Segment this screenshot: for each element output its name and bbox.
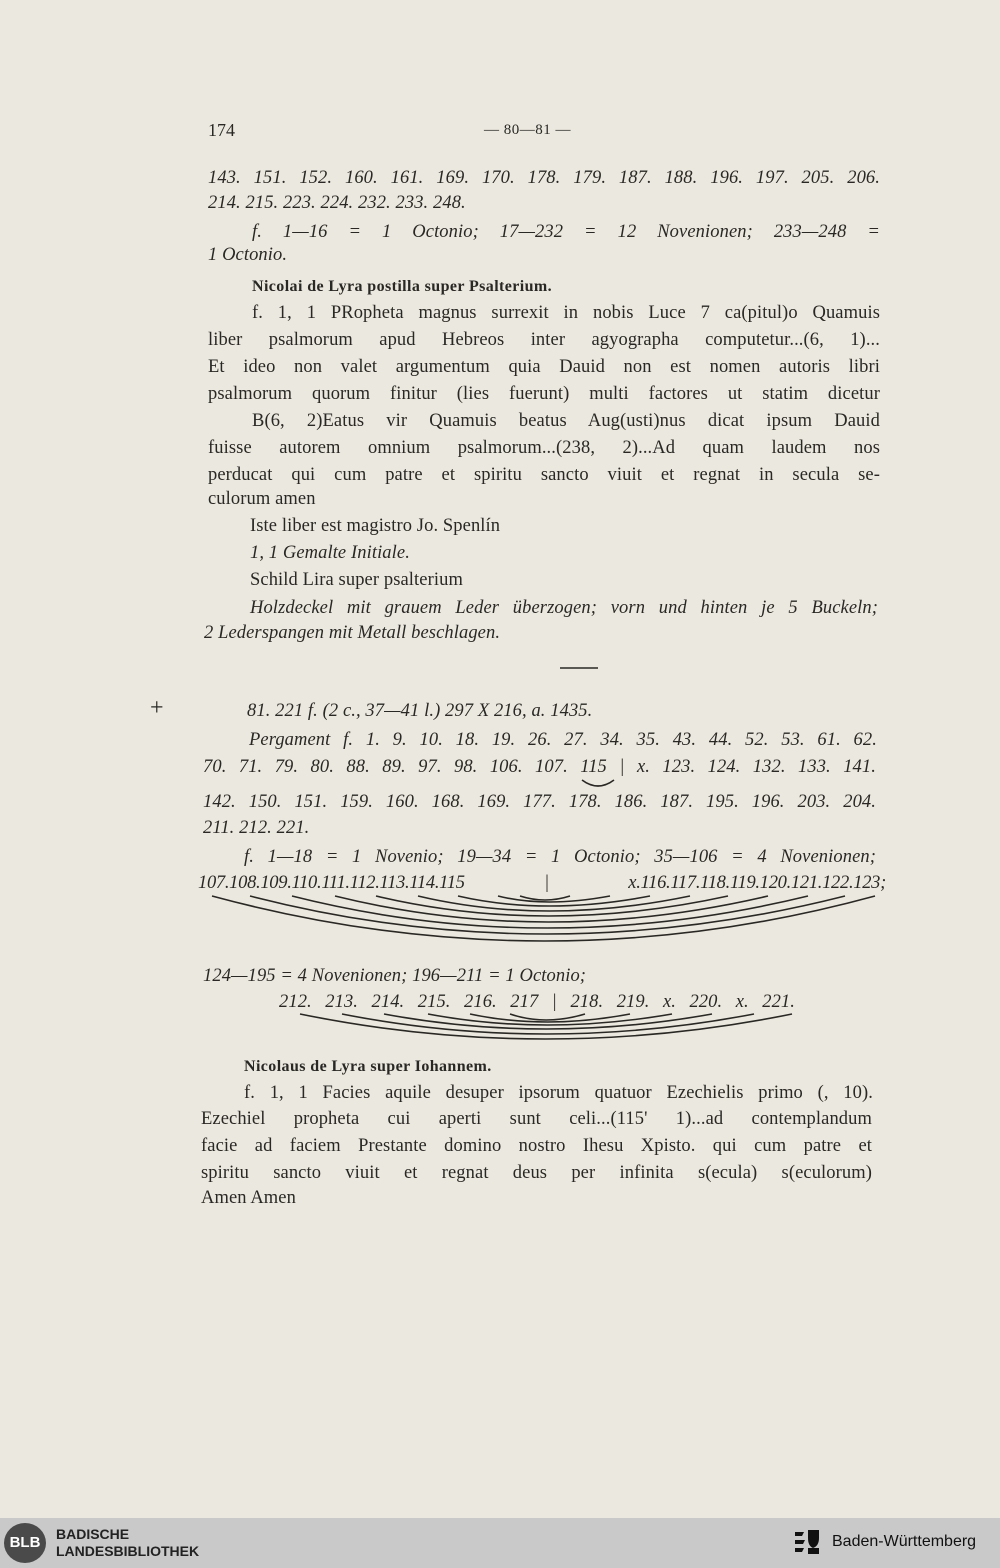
text-line: Schild Lira super psalterium (250, 570, 463, 590)
arc-inner (520, 896, 570, 900)
arc-7 (458, 896, 650, 906)
side-mark: + (150, 695, 164, 721)
text-line: 214. 215. 223. 224. 232. 233. 248. (208, 193, 466, 213)
entry-heading: 81. 221 f. (2 c., 37—41 l.) 297 X 216, a. 1435. (247, 701, 593, 721)
text-line: perducat qui cum patre et spiritu sancto viuit et regnat in secula se- (208, 465, 880, 485)
text-line: f. 1—16 = 1 Octonio; 17—232 = 12 Novenionen; 233—248 = (252, 222, 880, 242)
library-name (56, 1526, 199, 1560)
text-line: fuisse autorem omnium psalmorum...(238, 2)...Ad quam laudem nos (208, 438, 880, 458)
arc-lower-outer (300, 1014, 792, 1039)
arc-6 (418, 896, 690, 911)
library-name-line1: BADISCHE (56, 1526, 130, 1542)
section-heading: Nicolaus de Lyra super Iohannem. (244, 1058, 492, 1075)
arc-3 (292, 896, 808, 928)
text-line: 107.108.109.110.111.112.113.114.115 | x.116.117.118.119.120.121.122.123; (198, 873, 886, 893)
text-line: spiritu sancto viuit et regnat deus per infinita s(ecula) s(eculorum) (201, 1163, 872, 1183)
text-line: f. 1—18 = 1 Novenio; 19—34 = 1 Octonio; 35—106 = 4 Novenionen; (244, 847, 876, 867)
arc-lower-inner (510, 1014, 585, 1020)
text-line: 143. 151. 152. 160. 161. 169. 170. 178. 179. 187. 188. 196. 197. 205. 206. (208, 168, 880, 188)
text-line: 212. 213. 214. 215. 216. 217 | 218. 219. x. 220. x. 221. (279, 992, 795, 1012)
text-line: B(6, 2)Eatus vir Quamuis beatus Aug(usti)nus dicat ipsum Dauid (252, 411, 880, 431)
text-line: Pergament f. 1. 9. 10. 18. 19. 26. 27. 34. 35. 43. 44. 52. 53. 61. 62. (249, 730, 877, 750)
coat-of-arms-icon (792, 1526, 822, 1558)
text-line: f. 1, 1 PRopheta magnus surrexit in nobis Luce 7 ca(pitul)o Quamuis (252, 303, 880, 323)
text-line: culorum amen (208, 489, 316, 509)
text-line: 70. 71. 79. 80. 88. 89. 97. 98. 106. 107. 115 | x. 123. 124. 132. 133. 141. (203, 757, 876, 777)
state-name: Baden-Württemberg (832, 1533, 977, 1550)
text-line: liber psalmorum apud Hebreos inter agyographa computetur...(6, 1)... (208, 330, 880, 350)
blb-logo: BLB (4, 1523, 46, 1563)
text-line: 1 Octonio. (208, 245, 288, 265)
text-line: 211. 212. 221. (203, 818, 310, 838)
text-line: 2 Lederspangen mit Metall beschlagen. (204, 623, 501, 643)
text-line: facie ad faciem Prestante domino nostro Ihesu Xpisto. qui cum patre et (201, 1136, 872, 1156)
page-number: 174 (208, 120, 235, 140)
text-line: f. 1, 1 Facies aquile desuper ipsorum quatuor Ezechielis primo (, 10). (244, 1083, 873, 1103)
text-line: 124—195 = 4 Novenionen; 196—211 = 1 Octonio; (203, 966, 587, 986)
text-line: Et ideo non valet argumentum quia Dauid non est nomen autoris libri (208, 357, 880, 377)
text-line: Iste liber est magistro Jo. Spenlín (250, 516, 501, 536)
section-heading: Nicolai de Lyra postilla super Psalterium. (252, 278, 553, 295)
text-line: Holzdeckel mit grauem Leder überzogen; vorn und hinten je 5 Buckeln; (250, 598, 878, 618)
arc-lower-5 (470, 1014, 630, 1022)
text-line: Amen Amen (201, 1188, 296, 1208)
text-line: 1, 1 Gemalte Initiale. (250, 543, 410, 563)
arc-186 (582, 780, 614, 786)
library-name-line2: LANDESBIBLIOTHEK (56, 1543, 200, 1559)
text-line: Ezechiel propheta cui aperti sunt celi...(115' 1)...ad contemplandum (201, 1109, 872, 1129)
running-header: — 80—81 — (484, 122, 571, 138)
text-line: 142. 150. 151. 159. 160. 168. 169. 177. 178. 186. 187. 195. 196. 203. 204. (203, 792, 876, 812)
text-line: psalmorum quorum finitur (lies fuerunt) multi factores ut statim dicetur (208, 384, 880, 404)
